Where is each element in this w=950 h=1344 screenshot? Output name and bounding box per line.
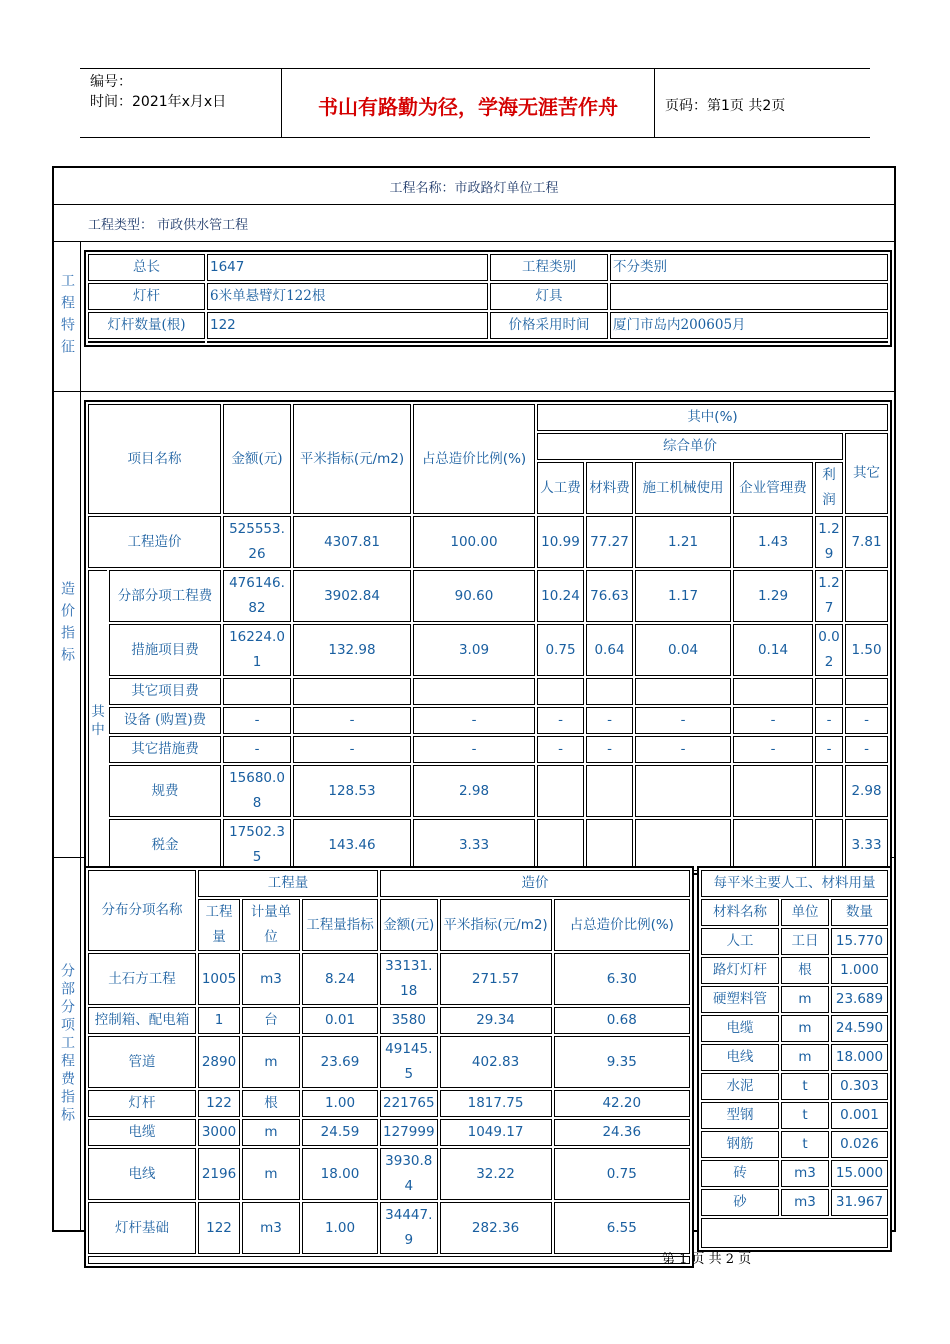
- col-header: 计量单位: [242, 899, 300, 951]
- header-page-cell: [655, 69, 870, 137]
- value-cell: [610, 283, 888, 310]
- col-header: 分布分项名称: [88, 870, 196, 951]
- cell: 282.36: [440, 1202, 552, 1254]
- table-row: [701, 1015, 888, 1042]
- row-name: 灯杆基础: [88, 1202, 196, 1254]
- cost-index-section: [54, 392, 894, 865]
- qizhong-label: 其中: [91, 703, 105, 738]
- materials-table: [697, 866, 892, 1252]
- label-cell: 灯杆: [88, 283, 205, 310]
- cell: [537, 678, 584, 705]
- header-motto-cell: [282, 69, 655, 137]
- sub-index-table: [84, 866, 694, 1268]
- cell: 2890: [198, 1036, 240, 1088]
- cell: 0.01: [302, 1007, 378, 1034]
- cell: 1: [198, 1007, 240, 1034]
- cost-index-table: [84, 400, 892, 875]
- cell: m: [781, 986, 829, 1013]
- row-name: 其它措施费: [109, 736, 221, 763]
- col-header: 材料费: [586, 462, 633, 514]
- project-name: 工程名称：市政路灯单位工程: [389, 181, 559, 196]
- features-row: [88, 312, 888, 339]
- cell: 0.75: [554, 1148, 690, 1200]
- cell: 1049.17: [440, 1119, 552, 1146]
- table-row: [88, 1007, 690, 1034]
- cell: 1817.75: [440, 1090, 552, 1117]
- cell: 1005: [198, 953, 240, 1005]
- value-cell: 厦门市岛内200605月: [610, 312, 888, 339]
- empty-cell: [701, 1218, 888, 1248]
- sub-index-section: [54, 858, 894, 1248]
- cell: -: [223, 707, 291, 734]
- cell: 1.29: [815, 516, 843, 568]
- cell: 23.69: [302, 1036, 378, 1088]
- cell: 根: [242, 1090, 300, 1117]
- project-type: 工程类型： 市政供水管工程: [88, 218, 249, 233]
- cell: 0.68: [554, 1007, 690, 1034]
- cell: [845, 570, 888, 622]
- cell: -: [293, 736, 411, 763]
- cell: [293, 678, 411, 705]
- header-row: [88, 870, 690, 897]
- features-row-empty: [88, 341, 888, 343]
- col-header: 平米指标(元/m2): [293, 404, 411, 514]
- cell: 4307.81: [293, 516, 411, 568]
- label-cell: 工程类别: [490, 254, 608, 281]
- spacer-row: [701, 1218, 888, 1248]
- row-name: 分部分项工程费: [109, 570, 221, 622]
- table-row: [88, 765, 888, 817]
- cell: m: [242, 1148, 300, 1200]
- cell: 42.20: [554, 1090, 690, 1117]
- row-name: 水泥: [701, 1073, 779, 1100]
- row-name: 电线: [88, 1148, 196, 1200]
- table-row: [88, 736, 888, 763]
- cell: 0.04: [635, 624, 731, 676]
- col-header: 施工机械使用: [635, 462, 731, 514]
- table-row: [88, 678, 888, 705]
- cell: 1.000: [831, 957, 888, 984]
- value-cell: 不分类别: [610, 254, 888, 281]
- cell: 0.14: [733, 624, 813, 676]
- cell: 1.00: [302, 1202, 378, 1254]
- cell: 2.98: [413, 765, 535, 817]
- cell: -: [586, 707, 633, 734]
- cell: 8.24: [302, 953, 378, 1005]
- col-header: 利润: [815, 462, 843, 514]
- empty-cell: [207, 341, 888, 343]
- cell: m: [242, 1036, 300, 1088]
- row-name: 路灯灯杆: [701, 957, 779, 984]
- cell: m: [242, 1119, 300, 1146]
- cell: 77.27: [586, 516, 633, 568]
- cell: [586, 765, 633, 817]
- cell: 24.59: [302, 1119, 378, 1146]
- cell: -: [733, 736, 813, 763]
- cost-index-label: 造价指标: [59, 580, 75, 669]
- col-header: 人工费: [537, 462, 584, 514]
- cell: [537, 765, 584, 817]
- col-header: 金额(元): [223, 404, 291, 514]
- row-name: 钢筋: [701, 1131, 779, 1158]
- row-name: 人工: [701, 928, 779, 955]
- table-row: [88, 570, 888, 622]
- cell: 90.60: [413, 570, 535, 622]
- row-name: 税金: [109, 819, 221, 871]
- cell: 台: [242, 1007, 300, 1034]
- label-cell: 灯具: [490, 283, 608, 310]
- cell: -: [845, 736, 888, 763]
- col-header: 占总造价比例(%): [413, 404, 535, 514]
- table-row: [701, 1160, 888, 1187]
- cell: 0.001: [831, 1102, 888, 1129]
- cell: 6.30: [554, 953, 690, 1005]
- cell: 221765: [380, 1090, 438, 1117]
- cell: 1.29: [733, 570, 813, 622]
- cell: 23.689: [831, 986, 888, 1013]
- row-name: 措施项目费: [109, 624, 221, 676]
- cell: 1.00: [302, 1090, 378, 1117]
- cell: 127999: [380, 1119, 438, 1146]
- cell: 1.43: [733, 516, 813, 568]
- cell: m3: [242, 1202, 300, 1254]
- cell: 34447.9: [380, 1202, 438, 1254]
- cell: 15.770: [831, 928, 888, 955]
- cell: m: [781, 1044, 829, 1071]
- table-row: [88, 1036, 690, 1088]
- label-cell: 灯杆数量(根): [88, 312, 205, 339]
- cell: 271.57: [440, 953, 552, 1005]
- cell: 402.83: [440, 1036, 552, 1088]
- cell: 128.53: [293, 765, 411, 817]
- table-row: [88, 953, 690, 1005]
- cell: 工日: [781, 928, 829, 955]
- header-row: [88, 404, 888, 431]
- empty-cell: [88, 341, 205, 343]
- table-row: [701, 986, 888, 1013]
- row-name: 电线: [701, 1044, 779, 1071]
- col-header: 金额(元): [380, 899, 438, 951]
- cell: 476146.82: [223, 570, 291, 622]
- cell: -: [635, 736, 731, 763]
- table-row: [88, 1148, 690, 1200]
- cell: 10.24: [537, 570, 584, 622]
- cell: -: [223, 736, 291, 763]
- table-row: [88, 707, 888, 734]
- cell: 1.27: [815, 570, 843, 622]
- col-header: 项目名称: [88, 404, 221, 514]
- cell: m: [781, 1015, 829, 1042]
- cell: [586, 678, 633, 705]
- header-meta: [80, 69, 282, 137]
- page-header: [80, 68, 870, 138]
- cell: [845, 678, 888, 705]
- cell: -: [413, 736, 535, 763]
- cell: 15680.08: [223, 765, 291, 817]
- cell: [815, 765, 843, 817]
- features-row: [88, 254, 888, 281]
- col-header: 工程量指标: [302, 899, 378, 951]
- cost-index-label-cell: [54, 392, 81, 857]
- cell: -: [586, 736, 633, 763]
- cell: [635, 678, 731, 705]
- cell: 33131.18: [380, 953, 438, 1005]
- cell: [413, 678, 535, 705]
- cell: 525553.26: [223, 516, 291, 568]
- row-name: 灯杆: [88, 1090, 196, 1117]
- cell: t: [781, 1131, 829, 1158]
- col-header: 其中(%): [537, 404, 888, 431]
- cell: 0.303: [831, 1073, 888, 1100]
- cell: 29.34: [440, 1007, 552, 1034]
- cell: -: [815, 736, 843, 763]
- row-name: 型钢: [701, 1102, 779, 1129]
- cell: 0.026: [831, 1131, 888, 1158]
- cell: 122: [198, 1202, 240, 1254]
- materials-title: 每平米主要人工、材料用量: [701, 870, 888, 897]
- motto: 书山有路勤为径，学海无涯苦作舟: [318, 95, 618, 119]
- features-row: [88, 283, 888, 310]
- cell: 3.33: [413, 819, 535, 871]
- table-row: [88, 1090, 690, 1117]
- cell: 2.98: [845, 765, 888, 817]
- document-date: 时间：2021年x月x日: [90, 94, 227, 110]
- table-row: [701, 1073, 888, 1100]
- value-cell: 122: [207, 312, 488, 339]
- cell: 9.35: [554, 1036, 690, 1088]
- row-name: 电缆: [88, 1119, 196, 1146]
- row-name: 规费: [109, 765, 221, 817]
- sub-index-label-cell: [54, 858, 81, 1230]
- col-header: 其它: [845, 433, 888, 514]
- project-sheet: [52, 166, 896, 1248]
- cell: 24.36: [554, 1119, 690, 1146]
- value-cell: 1647: [207, 254, 488, 281]
- table-row: [88, 1202, 690, 1254]
- cell: 7.81: [845, 516, 888, 568]
- cell: 100.00: [413, 516, 535, 568]
- row-name: 砂: [701, 1189, 779, 1216]
- row-name: 设备 (购置)费: [109, 707, 221, 734]
- cell: 1.17: [635, 570, 731, 622]
- row-name: 控制箱、配电箱: [88, 1007, 196, 1034]
- cell: 3000: [198, 1119, 240, 1146]
- cell: t: [781, 1102, 829, 1129]
- table-row: [701, 957, 888, 984]
- features-label-cell: [54, 242, 81, 391]
- cell: [223, 678, 291, 705]
- col-header: 企业管理费: [733, 462, 813, 514]
- cell: 32.22: [440, 1148, 552, 1200]
- cell: 31.967: [831, 1189, 888, 1216]
- cell: 143.46: [293, 819, 411, 871]
- col-header: 综合单价: [537, 433, 843, 460]
- header-row: [701, 899, 888, 926]
- value-cell: 6米单悬臂灯122根: [207, 283, 488, 310]
- features-table: [84, 250, 892, 347]
- cell: 18.00: [302, 1148, 378, 1200]
- table-row: [88, 516, 888, 568]
- col-header: 数量: [831, 899, 888, 926]
- cell: [733, 678, 813, 705]
- cell: 17502.35: [223, 819, 291, 871]
- cell: [733, 765, 813, 817]
- page-indicator: 页码：第1页 共2页: [665, 98, 786, 114]
- label-cell: 总长: [88, 254, 205, 281]
- row-name: 电缆: [701, 1015, 779, 1042]
- cell: 6.55: [554, 1202, 690, 1254]
- row-name: 管道: [88, 1036, 196, 1088]
- cell: 2196: [198, 1148, 240, 1200]
- col-header: 材料名称: [701, 899, 779, 926]
- cell: 49145.5: [380, 1036, 438, 1088]
- cell: [635, 765, 731, 817]
- cell: 0.64: [586, 624, 633, 676]
- cell: 0.02: [815, 624, 843, 676]
- cell: 3902.84: [293, 570, 411, 622]
- cell: 1.50: [845, 624, 888, 676]
- cell: 15.000: [831, 1160, 888, 1187]
- document-number: 编号：: [90, 74, 132, 90]
- features-section: [54, 242, 894, 392]
- cell: t: [781, 1073, 829, 1100]
- row-name: 硬塑料管: [701, 986, 779, 1013]
- cell: -: [537, 707, 584, 734]
- cell: m3: [781, 1189, 829, 1216]
- row-name: 土石方工程: [88, 953, 196, 1005]
- project-type-row: [54, 205, 894, 242]
- cell: m3: [242, 953, 300, 1005]
- cell: -: [635, 707, 731, 734]
- cell: -: [413, 707, 535, 734]
- cell: -: [815, 707, 843, 734]
- table-row: [701, 1131, 888, 1158]
- qizhong-cell: [88, 570, 107, 871]
- table-row: [701, 1044, 888, 1071]
- cell: 10.99: [537, 516, 584, 568]
- cell: 16224.01: [223, 624, 291, 676]
- label-cell: 价格采用时间: [490, 312, 608, 339]
- cell: -: [733, 707, 813, 734]
- spacer-row: [88, 1256, 690, 1264]
- row-name: 工程造价: [88, 516, 221, 568]
- cell: [815, 678, 843, 705]
- table-row: [88, 624, 888, 676]
- cell: 3.33: [845, 819, 888, 871]
- col-header: 工程量: [198, 870, 378, 897]
- cell: -: [845, 707, 888, 734]
- cell: 3930.84: [380, 1148, 438, 1200]
- cell: 76.63: [586, 570, 633, 622]
- col-header: 平米指标(元/m2): [440, 899, 552, 951]
- features-label: 工程特征: [59, 272, 75, 361]
- col-header: 占总造价比例(%): [554, 899, 690, 951]
- empty-cell: [88, 1256, 690, 1264]
- col-header: 造价: [380, 870, 690, 897]
- cell: 132.98: [293, 624, 411, 676]
- table-row: [88, 1119, 690, 1146]
- sub-index-label: 分部分项工程费指标: [59, 963, 75, 1125]
- col-header: 工程量: [198, 899, 240, 951]
- row-name: 其它项目费: [109, 678, 221, 705]
- table-row: [701, 1189, 888, 1216]
- header-row: [701, 870, 888, 897]
- row-name: 砖: [701, 1160, 779, 1187]
- cell: 0.75: [537, 624, 584, 676]
- project-name-row: [54, 168, 894, 205]
- cell: 122: [198, 1090, 240, 1117]
- cell: 18.000: [831, 1044, 888, 1071]
- cell: -: [293, 707, 411, 734]
- cell: 3580: [380, 1007, 438, 1034]
- cell: 24.590: [831, 1015, 888, 1042]
- cell: -: [537, 736, 584, 763]
- table-row: [701, 928, 888, 955]
- cell: 根: [781, 957, 829, 984]
- cell: 1.21: [635, 516, 731, 568]
- page-footer: 第 1 页 共 2 页: [662, 1252, 752, 1267]
- table-row: [701, 1102, 888, 1129]
- cell: 3.09: [413, 624, 535, 676]
- cell: m3: [781, 1160, 829, 1187]
- col-header: 单位: [781, 899, 829, 926]
